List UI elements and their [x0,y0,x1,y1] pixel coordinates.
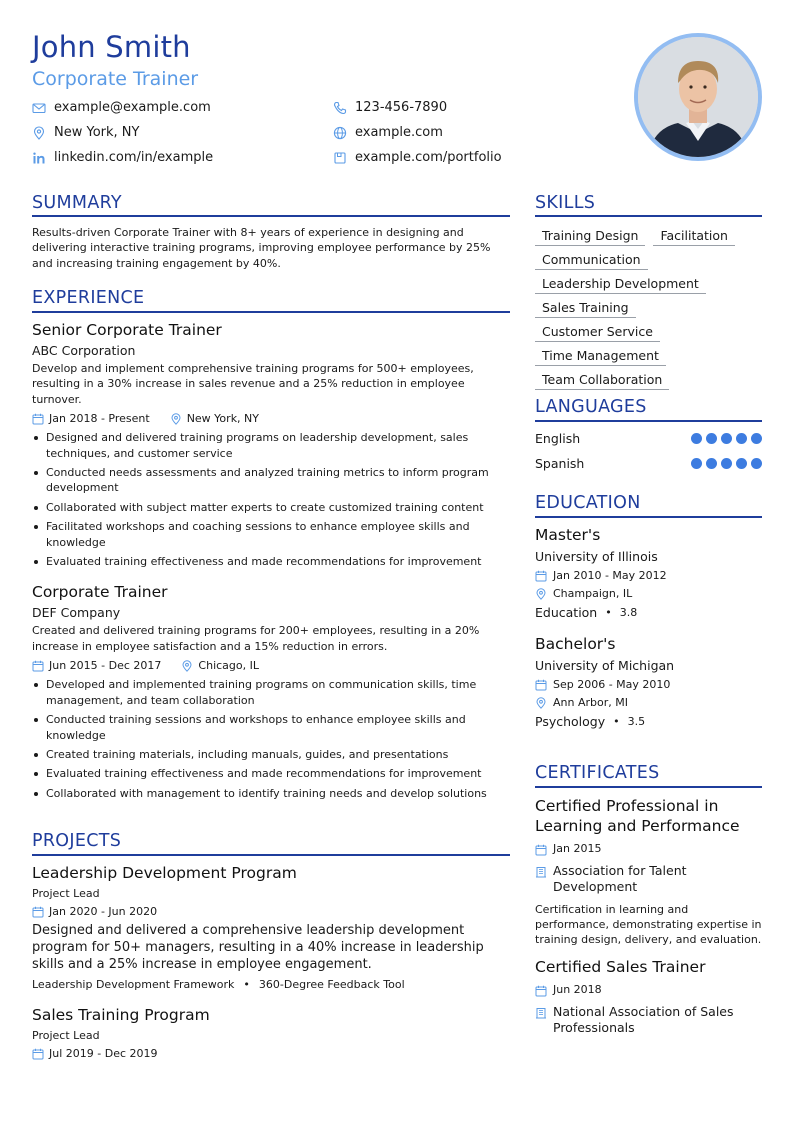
languages-divider [535,420,762,422]
projects-divider [32,854,510,856]
candidate-title: Corporate Trainer [32,68,199,90]
certificate-issuer-row [535,863,762,896]
profile-photo [634,33,762,161]
gpa-separator: • [613,715,620,728]
calendar-icon [32,660,44,672]
location-pin-icon [535,697,547,709]
project-description: Designed and delivered a comprehensive leadership development program for 50+ managers, resulting in a 40% increase in leadership skills and a 25% increase in employee engagement. [32,923,484,972]
education-gpa: 3.8 [619,606,638,619]
job-bullet: Created training materials, including manuals, guides, and presentations [32,747,510,762]
education-gpa: 3.5 [627,715,646,728]
calendar-icon [32,1048,44,1060]
education-entry [535,635,762,729]
skills-heading: SKILLS [535,193,596,213]
education-field-row [535,605,762,620]
certificate-date: Jun 2018 [553,983,602,997]
job-company: ABC Corporation [32,343,136,358]
project-title: Sales Training Program [32,1006,210,1024]
certificate-description: Certification in learning and performance, demonstrating expertise in training design, delivery, and evaluation. [535,902,762,946]
job-company: DEF Company [32,605,121,621]
language-row [535,426,762,451]
linkedin-icon [32,151,46,165]
location-pin-icon [32,126,46,140]
contact-location-text: New York, NY [54,125,140,140]
language-level-dots [687,433,762,444]
projects-list [32,864,510,1060]
job-location: Chicago, IL [198,659,259,673]
project-tags [32,978,510,991]
education-field: Psychology [535,714,606,729]
job-bullets [32,430,510,569]
skill-tag: Customer Service [535,321,660,342]
project-entry [32,1006,510,1060]
building-icon [535,866,547,878]
experience-list [32,321,510,805]
contact-email-text: example@example.com [54,100,211,115]
certificate-title: Certified Professional in Learning and Performance [535,797,740,835]
skill-tag: Facilitation [653,225,735,246]
language-row [535,451,762,476]
job-description: Develop and implement comprehensive training programs for 500+ employees, resulting in a 30% increase in sales revenue and a 25% reduction in employee turnover. [32,362,474,406]
certificate-entry [535,796,762,947]
job-dates: Jan 2018 - Present [49,412,150,426]
education-dates-row [535,569,762,582]
project-tag: 360-Degree Feedback Tool [258,978,405,991]
projects-heading: PROJECTS [32,831,122,851]
contact-phone[interactable] [333,100,447,115]
job-bullet: Evaluated training effectiveness and made recommendations for improvement [32,766,510,781]
job-title: Senior Corporate Trainer [32,321,222,339]
calendar-icon [535,844,547,856]
job-dates: Jun 2015 - Dec 2017 [49,659,162,673]
project-dates: Jul 2019 - Dec 2019 [49,1047,158,1060]
summary-divider [32,215,510,217]
job-bullet: Designed and delivered training programs on leadership development, sales techniques, and customer service [32,430,510,461]
globe-icon [333,126,347,140]
calendar-icon [535,985,547,997]
education-field: Education [535,605,598,620]
summary-text: Results-driven Corporate Trainer with 8+ years of experience in designing and delivering interactive training programs, improving employee performance by 25% and increasing training engagement by 40%. [32,226,491,270]
language-level-dots [687,458,762,469]
contact-website-text: example.com [355,125,443,140]
summary-heading: SUMMARY [32,193,122,213]
education-location: Ann Arbor, MI [553,696,628,709]
email-icon [32,101,46,115]
education-divider [535,516,762,518]
certificates-heading: CERTIFICATES [535,763,660,783]
skill-tag: Team Collaboration [535,369,669,390]
location-pin-icon [535,588,547,600]
tag-separator: • [243,978,250,991]
language-name: Spanish [535,456,585,471]
education-list [535,526,762,729]
job-bullet: Conducted training sessions and workshops to enhance employee skills and knowledge [32,712,510,743]
job-bullets [32,677,510,801]
project-tag: Leadership Development Framework [32,978,235,991]
experience-divider [32,311,510,313]
education-field-row [535,714,762,729]
job-title: Corporate Trainer [32,583,168,602]
skill-tag: Time Management [535,345,666,366]
language-name: English [535,431,581,446]
contact-email[interactable] [32,100,211,115]
building-icon [535,1007,547,1019]
job-meta [32,659,510,672]
languages-heading: LANGUAGES [535,397,647,417]
education-location-row [535,587,762,600]
project-title: Leadership Development Program [32,864,297,882]
phone-icon [333,101,347,115]
education-entry [535,526,762,620]
certificate-issuer: National Association of Sales Professionals [553,1003,734,1036]
certificate-entry [535,957,762,1037]
calendar-icon [535,570,547,582]
job-bullet: Developed and implemented training programs on communication skills, time management, and team collaboration [32,677,510,708]
location-pin-icon [181,660,193,672]
education-degree: Bachelor's [535,635,616,653]
skill-tag: Sales Training [535,297,636,318]
education-dates-row [535,678,762,691]
skills-list [535,225,762,393]
certificate-issuer-row [535,1004,762,1037]
education-school: University of Michigan [535,658,675,673]
project-meta [32,905,510,918]
job-bullet: Collaborated with management to identify training needs and develop solutions [32,786,510,801]
contact-website[interactable] [333,125,443,140]
skills-divider [535,215,762,217]
calendar-icon [32,906,44,918]
job-bullet: Collaborated with subject matter experts to create customized training content [32,500,510,515]
contact-linkedin-text: linkedin.com/in/example [54,150,214,165]
job-bullet: Evaluated training effectiveness and made recommendations for improvement [32,554,510,569]
education-degree: Master's [535,526,601,544]
job-location: New York, NY [186,412,259,426]
calendar-icon [535,679,547,691]
education-location-row [535,696,762,709]
skill-tag: Leadership Development [535,273,706,294]
job-bullet: Facilitated workshops and coaching sessions to enhance employee skills and knowledge [32,519,510,550]
certificate-issuer: Association for Talent Development [553,862,687,894]
education-location: Champaign, IL [553,587,633,600]
certificate-date: Jan 2015 [553,842,602,855]
contact-portfolio-text: example.com/portfolio [355,150,502,165]
profile-portrait-icon [638,37,758,157]
project-meta [32,1047,510,1060]
education-dates: Jan 2010 - May 2012 [553,569,667,582]
gpa-separator: • [605,606,612,619]
job-entry [32,583,510,801]
project-role: Project Lead [32,1029,100,1042]
project-dates: Jan 2020 - Jun 2020 [49,905,158,918]
project-entry [32,864,510,991]
certificates-divider [535,786,762,788]
certificate-title: Certified Sales Trainer [535,958,706,977]
contact-portfolio[interactable] [333,150,502,165]
contact-location [32,125,139,140]
skill-tag: Training Design [535,225,645,246]
skill-tag: Communication [535,249,648,270]
job-bullet: Conducted needs assessments and analyzed training metrics to inform program development [32,465,510,496]
certificate-date-row [535,982,762,999]
languages-list [535,426,762,476]
certificates-list [535,796,762,1037]
job-meta [32,412,510,425]
portfolio-icon [333,151,347,165]
experience-heading: EXPERIENCE [32,288,145,308]
education-heading: EDUCATION [535,493,641,513]
education-school: University of Illinois [535,549,658,564]
contact-linkedin[interactable] [32,150,213,165]
project-role: Project Lead [32,887,100,900]
contact-phone-text: 123-456-7890 [355,100,448,115]
location-pin-icon [170,413,182,425]
certificate-date-row [535,841,762,858]
candidate-name: John Smith [32,30,191,64]
education-dates: Sep 2006 - May 2010 [553,678,671,691]
job-entry [32,321,510,569]
job-description: Created and delivered training programs for 200+ employees, resulting in a 20% increase in employee satisfaction and a 15% reduction in errors. [32,624,480,653]
calendar-icon [32,413,44,425]
